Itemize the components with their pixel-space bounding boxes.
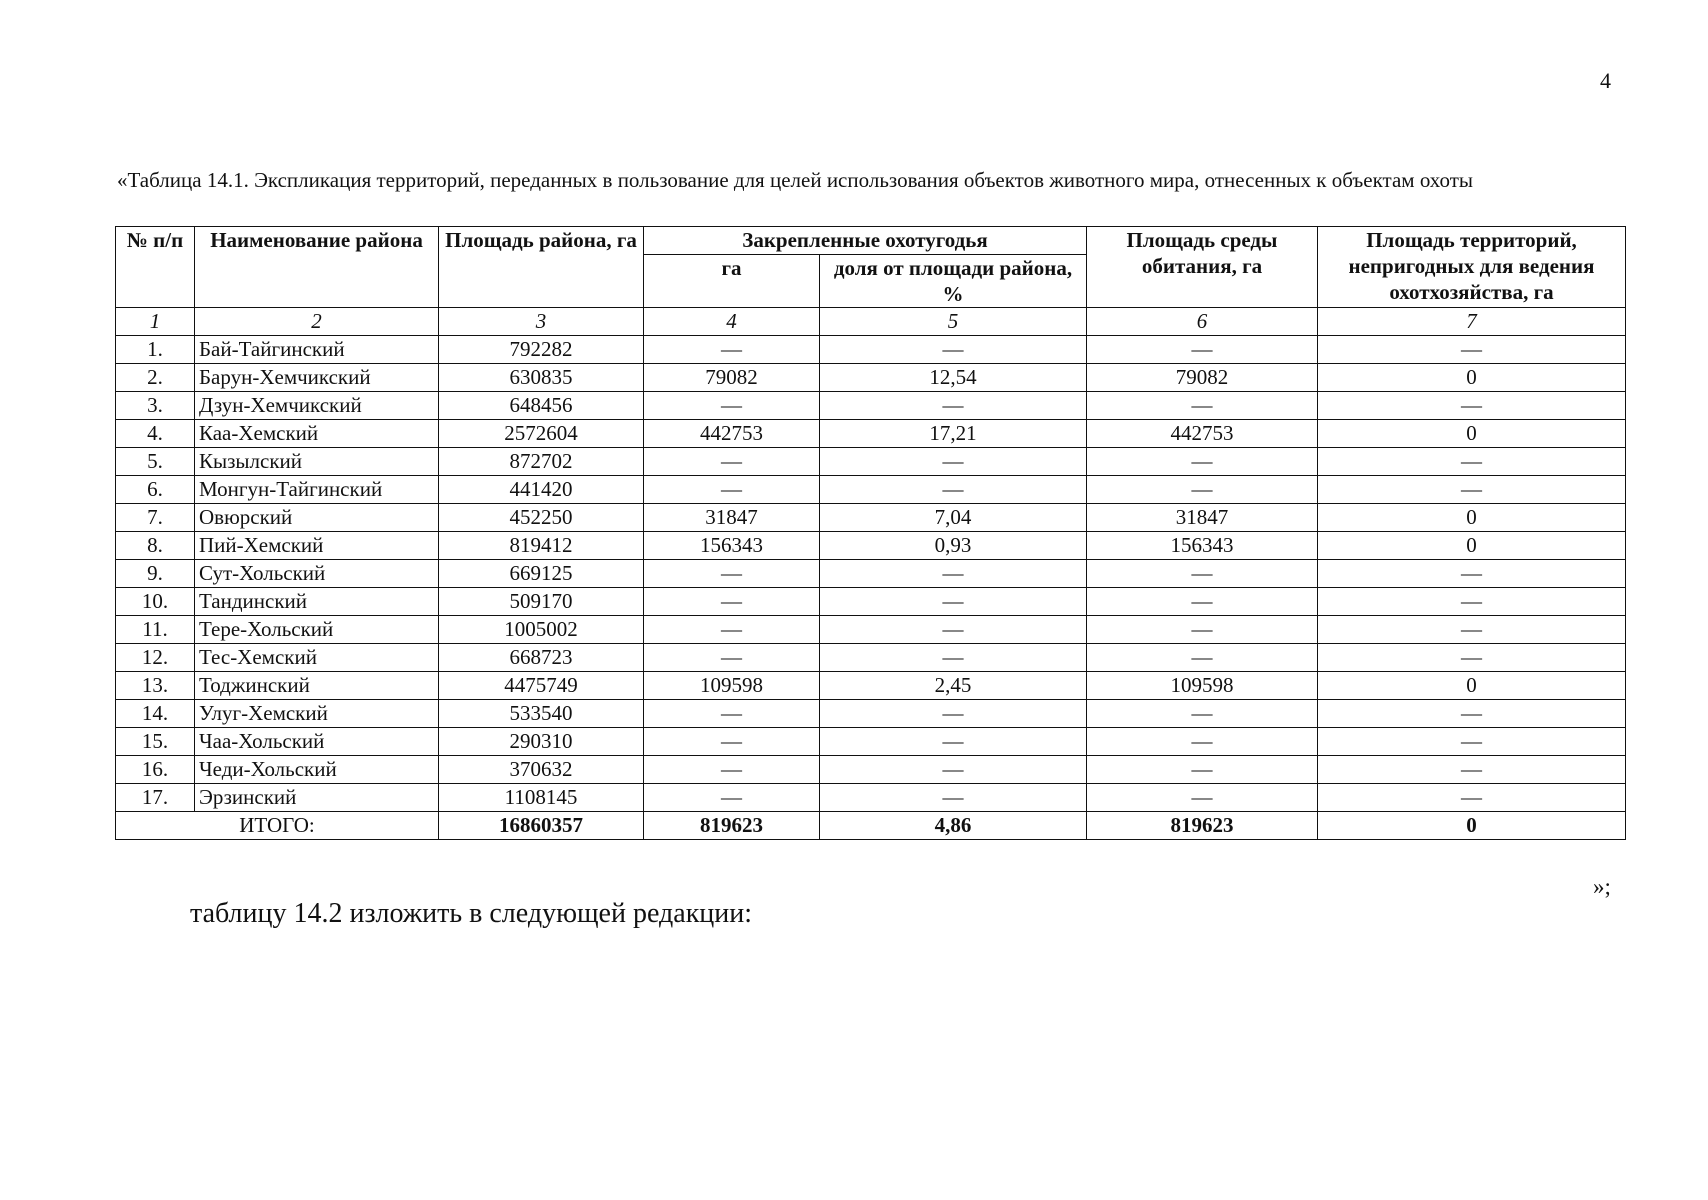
- table-row: [116, 476, 1626, 504]
- row-area: 452250: [439, 504, 644, 532]
- row-num: 12.: [116, 644, 195, 672]
- row-name: Овюрский: [195, 504, 439, 532]
- row-habitat: —: [1087, 476, 1318, 504]
- row-num: 5.: [116, 448, 195, 476]
- row-num: 15.: [116, 728, 195, 756]
- row-area: 370632: [439, 756, 644, 784]
- row-name: Тес-Хемский: [195, 644, 439, 672]
- row-num: 9.: [116, 560, 195, 588]
- row-area: 668723: [439, 644, 644, 672]
- row-area: 4475749: [439, 672, 644, 700]
- column-number: 3: [439, 308, 644, 336]
- row-assigned-ha: 442753: [644, 420, 820, 448]
- row-assigned-ha: 109598: [644, 672, 820, 700]
- row-habitat: 442753: [1087, 420, 1318, 448]
- row-habitat: —: [1087, 644, 1318, 672]
- row-assigned-ha: —: [644, 644, 820, 672]
- row-num: 7.: [116, 504, 195, 532]
- table-row: [116, 616, 1626, 644]
- row-name: Тоджинский: [195, 672, 439, 700]
- column-number: 4: [644, 308, 820, 336]
- table-row: [116, 448, 1626, 476]
- column-number: 5: [820, 308, 1087, 336]
- row-name: Эрзинский: [195, 784, 439, 812]
- row-assigned-ha: —: [644, 588, 820, 616]
- row-assigned-share: 17,21: [820, 420, 1087, 448]
- row-area: 669125: [439, 560, 644, 588]
- row-habitat: —: [1087, 728, 1318, 756]
- row-assigned-share: —: [820, 700, 1087, 728]
- page-number: 4: [1600, 68, 1611, 93]
- total-share: 4,86: [820, 812, 1087, 840]
- row-num: 17.: [116, 784, 195, 812]
- row-num: 4.: [116, 420, 195, 448]
- row-unsuitable: —: [1318, 476, 1626, 504]
- total-row: [116, 812, 1626, 840]
- row-area: 509170: [439, 588, 644, 616]
- table-row: [116, 560, 1626, 588]
- closing-quote: »;: [1593, 874, 1611, 899]
- row-unsuitable: —: [1318, 784, 1626, 812]
- row-name: Бай-Тайгинский: [195, 336, 439, 364]
- table-row: [116, 420, 1626, 448]
- row-habitat: 31847: [1087, 504, 1318, 532]
- row-name: Тере-Хольский: [195, 616, 439, 644]
- table-row: [116, 364, 1626, 392]
- row-assigned-ha: —: [644, 336, 820, 364]
- row-habitat: —: [1087, 336, 1318, 364]
- column-number: 6: [1087, 308, 1318, 336]
- row-name: Тандинский: [195, 588, 439, 616]
- row-assigned-share: —: [820, 588, 1087, 616]
- row-assigned-ha: —: [644, 616, 820, 644]
- row-name: Чаа-Хольский: [195, 728, 439, 756]
- row-num: 8.: [116, 532, 195, 560]
- row-unsuitable: 0: [1318, 364, 1626, 392]
- row-assigned-share: 7,04: [820, 504, 1087, 532]
- row-unsuitable: 0: [1318, 420, 1626, 448]
- row-unsuitable: —: [1318, 728, 1626, 756]
- row-area: 2572604: [439, 420, 644, 448]
- table-row: [116, 756, 1626, 784]
- instruction-text: таблицу 14.2 изложить в следующей редакции:: [190, 898, 753, 929]
- row-name: Пий-Хемский: [195, 532, 439, 560]
- row-area: 819412: [439, 532, 644, 560]
- row-unsuitable: —: [1318, 448, 1626, 476]
- row-area: 648456: [439, 392, 644, 420]
- row-assigned-share: 12,54: [820, 364, 1087, 392]
- row-habitat: 79082: [1087, 364, 1318, 392]
- row-unsuitable: —: [1318, 588, 1626, 616]
- row-unsuitable: —: [1318, 616, 1626, 644]
- row-name: Барун-Хемчикский: [195, 364, 439, 392]
- row-habitat: —: [1087, 448, 1318, 476]
- table-row: [116, 392, 1626, 420]
- total-ha: 819623: [644, 812, 820, 840]
- header-habitat: Площадь среды обитания, га: [1087, 227, 1318, 308]
- row-name: Сут-Хольский: [195, 560, 439, 588]
- row-assigned-share: —: [820, 448, 1087, 476]
- row-num: 14.: [116, 700, 195, 728]
- row-assigned-share: —: [820, 784, 1087, 812]
- row-assigned-share: —: [820, 728, 1087, 756]
- row-num: 6.: [116, 476, 195, 504]
- row-name: Кызылский: [195, 448, 439, 476]
- row-assigned-ha: —: [644, 448, 820, 476]
- row-assigned-share: —: [820, 644, 1087, 672]
- row-assigned-share: —: [820, 392, 1087, 420]
- row-assigned-share: —: [820, 476, 1087, 504]
- table-row: [116, 336, 1626, 364]
- row-assigned-ha: 79082: [644, 364, 820, 392]
- row-num: 2.: [116, 364, 195, 392]
- header-unsuitable: Площадь территорий, непригодных для ведения охотхозяйства, га: [1318, 227, 1626, 308]
- header-row-1: [116, 227, 1626, 255]
- row-name: Дзун-Хемчикский: [195, 392, 439, 420]
- column-number: 2: [195, 308, 439, 336]
- row-num: 11.: [116, 616, 195, 644]
- row-num: 10.: [116, 588, 195, 616]
- row-unsuitable: —: [1318, 644, 1626, 672]
- row-assigned-share: —: [820, 336, 1087, 364]
- row-assigned-ha: 31847: [644, 504, 820, 532]
- territory-table: [115, 226, 1626, 840]
- row-assigned-ha: —: [644, 392, 820, 420]
- row-area: 872702: [439, 448, 644, 476]
- row-assigned-share: —: [820, 756, 1087, 784]
- header-assigned: Закрепленные охотугодья: [644, 227, 1087, 255]
- total-habitat: 819623: [1087, 812, 1318, 840]
- row-assigned-ha: —: [644, 728, 820, 756]
- row-name: Улуг-Хемский: [195, 700, 439, 728]
- row-unsuitable: —: [1318, 756, 1626, 784]
- table-row: [116, 644, 1626, 672]
- row-assigned-ha: —: [644, 700, 820, 728]
- row-assigned-ha: —: [644, 784, 820, 812]
- row-area: 1005002: [439, 616, 644, 644]
- row-unsuitable: —: [1318, 392, 1626, 420]
- row-area: 792282: [439, 336, 644, 364]
- table-row: [116, 532, 1626, 560]
- row-area: 630835: [439, 364, 644, 392]
- row-habitat: 156343: [1087, 532, 1318, 560]
- table-row: [116, 728, 1626, 756]
- total-label: ИТОГО:: [116, 812, 439, 840]
- row-habitat: —: [1087, 392, 1318, 420]
- header-num: № п/п: [116, 227, 195, 308]
- row-area: 441420: [439, 476, 644, 504]
- row-habitat: —: [1087, 756, 1318, 784]
- row-habitat: 109598: [1087, 672, 1318, 700]
- row-unsuitable: 0: [1318, 672, 1626, 700]
- row-unsuitable: —: [1318, 560, 1626, 588]
- row-name: Чеди-Хольский: [195, 756, 439, 784]
- row-assigned-share: —: [820, 616, 1087, 644]
- header-assigned-share: доля от площади района, %: [820, 255, 1087, 308]
- table-row: [116, 588, 1626, 616]
- row-name: Каа-Хемский: [195, 420, 439, 448]
- row-assigned-ha: —: [644, 560, 820, 588]
- row-unsuitable: 0: [1318, 532, 1626, 560]
- table-caption: «Таблица 14.1. Экспликация территорий, переданных в пользование для целей использования объектов животного мира, отнесенных к объектам охоты: [117, 168, 1474, 192]
- row-num: 13.: [116, 672, 195, 700]
- column-number: 7: [1318, 308, 1626, 336]
- row-habitat: —: [1087, 700, 1318, 728]
- row-assigned-share: 2,45: [820, 672, 1087, 700]
- table-row: [116, 700, 1626, 728]
- row-habitat: —: [1087, 560, 1318, 588]
- row-habitat: —: [1087, 588, 1318, 616]
- header-area: Площадь района, га: [439, 227, 644, 308]
- row-habitat: —: [1087, 616, 1318, 644]
- table-body: [116, 308, 1626, 812]
- table-row: [116, 672, 1626, 700]
- row-unsuitable: —: [1318, 700, 1626, 728]
- total-unsuitable: 0: [1318, 812, 1626, 840]
- row-num: 3.: [116, 392, 195, 420]
- row-habitat: —: [1087, 784, 1318, 812]
- row-area: 533540: [439, 700, 644, 728]
- row-area: 1108145: [439, 784, 644, 812]
- table-row: [116, 784, 1626, 812]
- column-number: 1: [116, 308, 195, 336]
- row-area: 290310: [439, 728, 644, 756]
- total-area: 16860357: [439, 812, 644, 840]
- row-assigned-share: —: [820, 560, 1087, 588]
- row-unsuitable: 0: [1318, 504, 1626, 532]
- row-assigned-ha: 156343: [644, 532, 820, 560]
- row-assigned-share: 0,93: [820, 532, 1087, 560]
- row-assigned-ha: —: [644, 476, 820, 504]
- row-name: Монгун-Тайгинский: [195, 476, 439, 504]
- row-assigned-ha: —: [644, 756, 820, 784]
- row-unsuitable: —: [1318, 336, 1626, 364]
- header-assigned-ha: га: [644, 255, 820, 308]
- table-row: [116, 504, 1626, 532]
- header-name: Наименование района: [195, 227, 439, 308]
- row-num: 1.: [116, 336, 195, 364]
- row-num: 16.: [116, 756, 195, 784]
- column-number-row: [116, 308, 1626, 336]
